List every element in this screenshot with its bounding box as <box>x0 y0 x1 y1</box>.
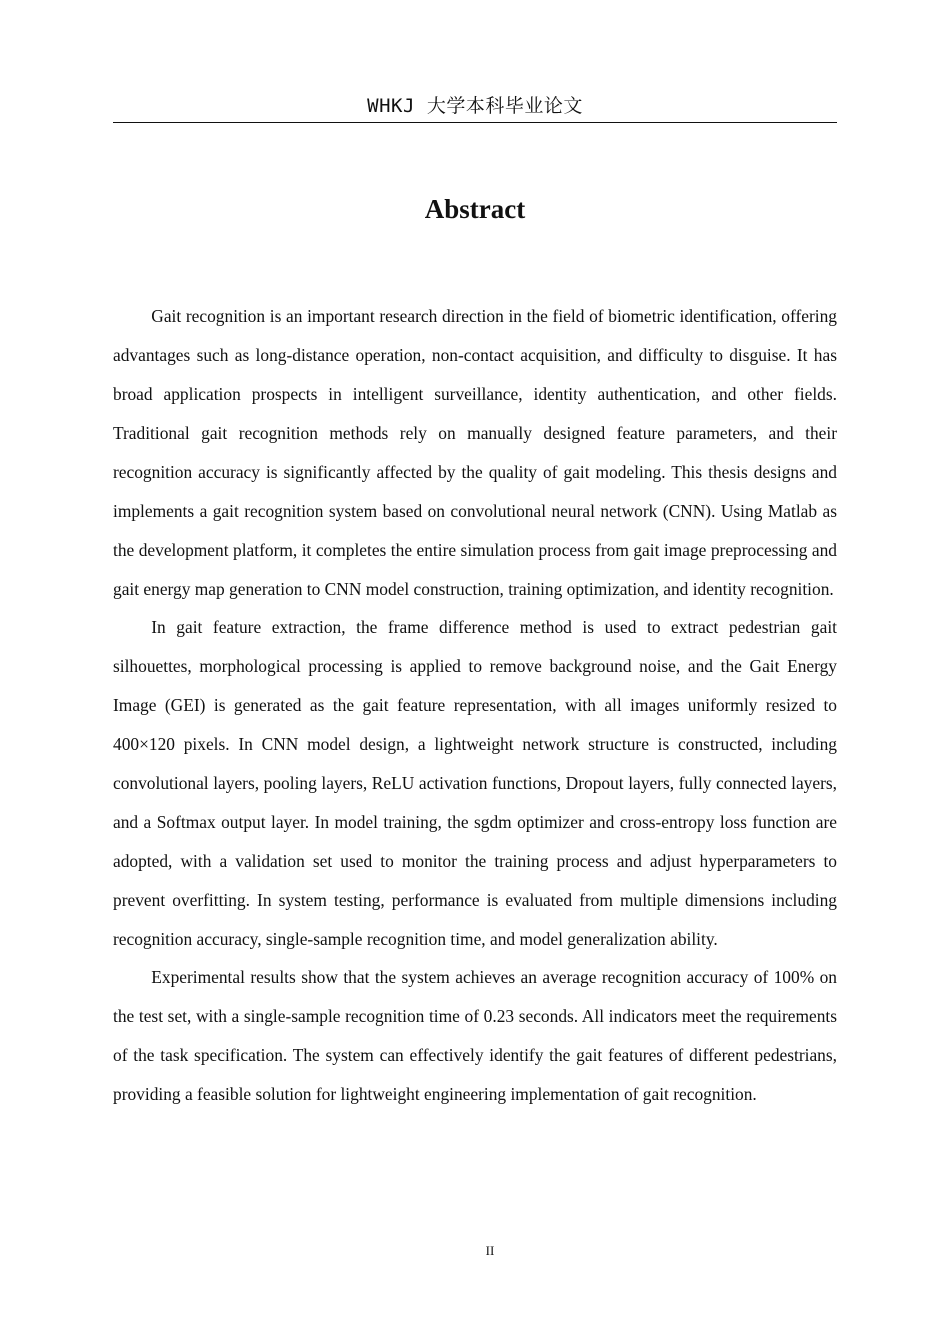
abstract-paragraph-2: In gait feature extraction, the frame difference method is used to extract pedestrian gait silhouettes, morphological processing is applied to remove background noise, and the Gait Energy Image (GEI) is generated as the gait feature representation, with all images uniformly resized to 400×120 pixels. In CNN model design, a lightweight network structure is constructed, including convolutional layers, pooling layers, ReLU activation functions, Dropout layers, fully connected layers, and a Softmax output layer. In model training, the sgdm optimizer and cross-entropy loss function are adopted, with a validation set used to monitor the training process and adjust hyperparameters to prevent overfitting. In system testing, performance is evaluated from multiple dimensions including recognition accuracy, single-sample recognition time, and model generalization ability. <box>113 617 837 949</box>
running-header: WHKJ 大学本科毕业论文 <box>113 94 837 123</box>
abstract-paragraph-3: Experimental results show that the system achieves an average recognition accuracy of 100% on the test set, with a single-sample recognition time of 0.23 seconds. All indicators meet the requirements of the task specification. The system can effectively identify the gait features of different pedestrians, providing a feasible solution for lightweight engineering implementation of gait recognition. <box>113 967 837 1104</box>
abstract-body <box>113 297 837 1113</box>
abstract-paragraph-1: Gait recognition is an important research direction in the field of biometric identification, offering advantages such as long-distance operation, non-contact acquisition, and difficulty to disguise. It has broad application prospects in intelligent surveillance, identity authentication, and other fields. Traditional gait recognition methods rely on manually designed feature parameters, and their recognition accuracy is significantly affected by the quality of gait modeling. This thesis designs and implements a gait recognition system based on convolutional neural network (CNN). Using Matlab as the development platform, it completes the entire simulation process from gait image preprocessing and gait energy map generation to CNN model construction, training optimization, and identity recognition. <box>113 306 837 599</box>
abstract-title: Abstract <box>424 194 526 224</box>
page-number: II <box>485 1243 495 1258</box>
